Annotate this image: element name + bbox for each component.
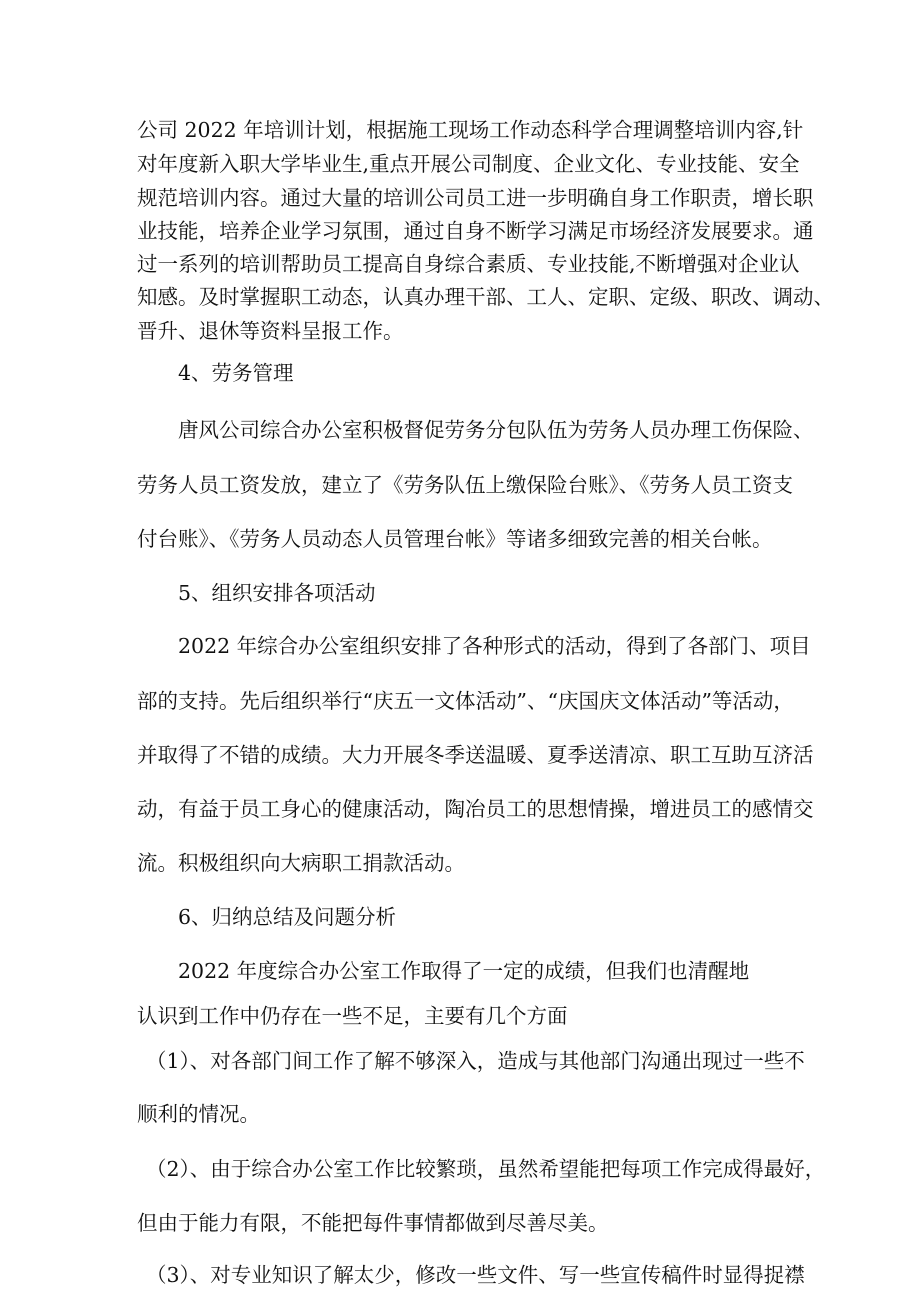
paragraph-line: 2022 年综合办公室组织安排了各种形式的活动，得到了各部门、项目 xyxy=(178,634,811,658)
list-item-line: 但由于能力有限，不能把每件事情都做到尽善尽美。 xyxy=(137,1211,609,1235)
list-item-line: 顺利的情况。 xyxy=(137,1102,260,1126)
paragraph-line: 业技能，培养企业学习氛围，通过自身不断学习满足市场经济发展要求。通 xyxy=(137,219,814,243)
section-heading-activities: 5、组织安排各项活动 xyxy=(178,581,376,605)
paragraph-line: 过一系列的培训帮助员工提高自身综合素质、专业技能,不断增强对企业认 xyxy=(137,252,800,276)
list-item-line: （3）、对专业知识了解太少，修改一些文件、写一些宣传稿件时显得捉襟 xyxy=(146,1263,805,1287)
paragraph-line: 付台账》、《劳务人员动态人员管理台帐》等诸多细致完善的相关台帐。 xyxy=(137,527,773,551)
list-item-line: （1）、对各部门间工作了解不够深入，造成与其他部门沟通出现过一些不 xyxy=(146,1049,805,1073)
paragraph-line: 知感。及时掌握职工动态，认真办理干部、工人、定职、定级、职改、调动、 xyxy=(137,285,834,309)
paragraph-line: 流。积极组织向大病职工捐款活动。 xyxy=(137,851,465,875)
paragraph-line: 规范培训内容。通过大量的培训公司员工进一步明确自身工作职责，增长职 xyxy=(137,186,814,210)
paragraph-line: 2022 年度综合办公室工作取得了一定的成绩，但我们也清醒地 xyxy=(178,959,750,983)
paragraph-line: 劳务人员工资发放，建立了《劳务队伍上缴保险台账》、《劳务人员工资支 xyxy=(137,473,793,497)
paragraph-line: 动，有益于员工身心的健康活动，陶冶员工的思想情操，增进员工的感情交 xyxy=(137,797,814,821)
paragraph-line: 公司 2022 年培训计划，根据施工现场工作动态科学合理调整培训内容,针 xyxy=(137,118,804,142)
paragraph-line: 唐风公司综合办公室积极督促劳务分包队伍为劳务人员办理工伤保险、 xyxy=(178,418,814,442)
paragraph-line: 并取得了不错的成绩。大力开展冬季送温暖、夏季送清凉、职工互助互济活 xyxy=(137,743,814,767)
paragraph-line: 认识到工作中仍存在一些不足，主要有几个方面 xyxy=(137,1004,568,1028)
paragraph-line: 部的支持。先后组织举行“庆五一文体活动”、“庆国庆文体活动”等活动， xyxy=(137,689,794,713)
section-heading-labor-management: 4、劳务管理 xyxy=(178,361,294,385)
section-heading-summary-analysis: 6、归纳总结及问题分析 xyxy=(178,905,397,929)
paragraph-line: 对年度新入职大学毕业生,重点开展公司制度、企业文化、专业技能、安全 xyxy=(137,152,800,176)
paragraph-line: 晋升、退休等资料呈报工作。 xyxy=(137,319,404,343)
list-item-line: （2）、由于综合办公室工作比较繁琐，虽然希望能把每项工作完成得最好， xyxy=(146,1157,826,1181)
